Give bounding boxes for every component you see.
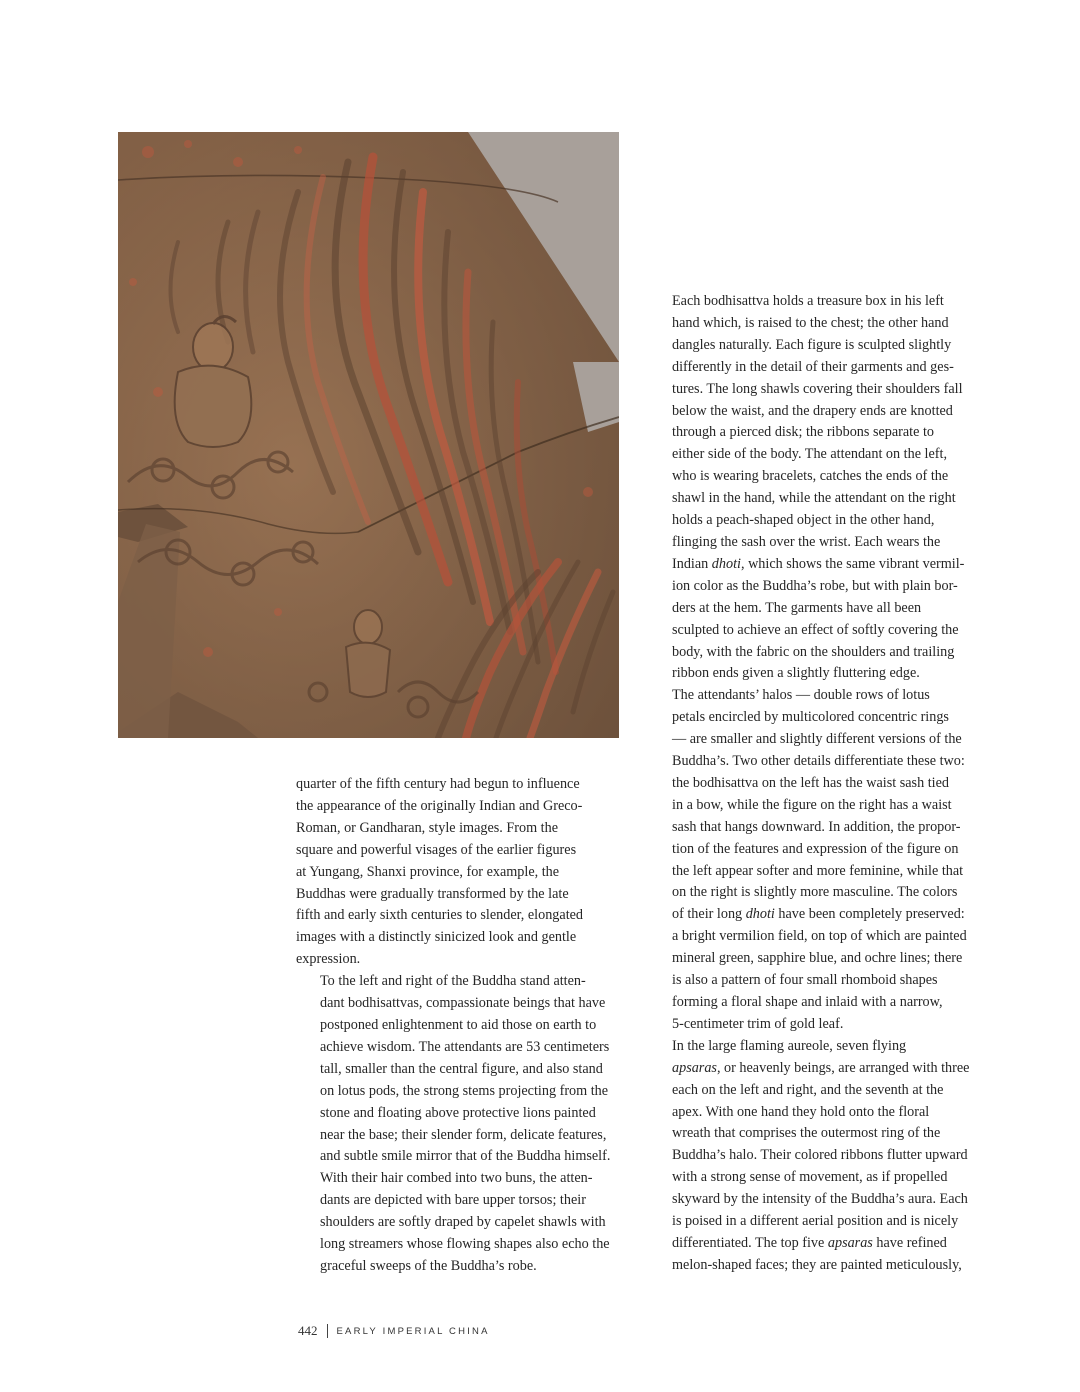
text-line: In the large flaming aureole, seven flying bbox=[672, 1037, 907, 1054]
text-line: wreath that comprises the outermost ring of the bbox=[672, 1125, 941, 1142]
page-number: 442 bbox=[298, 1323, 318, 1338]
text-line: expression. bbox=[296, 951, 361, 968]
text-line: To the left and right of the Buddha stand atten- bbox=[320, 973, 586, 990]
relief-image bbox=[118, 132, 619, 738]
text-line: — are smaller and slightly different versions of the bbox=[672, 731, 962, 748]
text-line: shoulders are softly draped by capelet shawls with bbox=[320, 1214, 606, 1231]
text-line: Indian dhoti, which shows the same vibrant vermil- bbox=[672, 555, 965, 572]
right-text-column bbox=[648, 291, 978, 1277]
text-line: hand which, is raised to the chest; the other hand bbox=[672, 314, 949, 331]
text-line: dants are depicted with bare upper torsos; their bbox=[320, 1192, 586, 1209]
text-line: tures. The long shawls covering their shoulders fall bbox=[672, 380, 963, 397]
text-line: the left appear softer and more feminine, while that bbox=[672, 862, 964, 879]
text-line: skyward by the intensity of the Buddha’s aura. Each bbox=[672, 1191, 968, 1208]
paragraph bbox=[648, 291, 978, 685]
text-line: mineral green, sapphire blue, and ochre lines; there bbox=[672, 950, 963, 967]
text-line: apex. With one hand they hold onto the floral bbox=[672, 1103, 930, 1120]
text-line: ion color as the Buddha’s robe, but with plain bor- bbox=[672, 577, 958, 594]
text-line: at Yungang, Shanxi province, for example, the bbox=[296, 863, 560, 880]
text-line: either side of the body. The attendant on the left, bbox=[672, 446, 947, 463]
text-line: and subtle smile mirror that of the Buddha himself. bbox=[320, 1148, 611, 1165]
text-line: fifth and early sixth centuries to slender, elongated bbox=[296, 907, 584, 924]
text-line: ribbon ends given a slightly fluttering edge. bbox=[672, 665, 920, 682]
text-line: the appearance of the originally Indian and Greco- bbox=[296, 797, 583, 814]
text-line: shawl in the hand, while the attendant on the right bbox=[672, 490, 956, 507]
page-footer bbox=[298, 1322, 490, 1340]
text-line: Buddha’s halo. Their colored ribbons flutter upward bbox=[672, 1147, 968, 1164]
text-line: Buddhas were gradually transformed by the late bbox=[296, 885, 569, 902]
text-line: The attendants’ halos — double rows of lotus bbox=[672, 687, 930, 704]
paragraph bbox=[648, 1036, 978, 1277]
text-line: images with a distinctly sinicized look and gentle bbox=[296, 929, 577, 946]
text-line: through a pierced disk; the ribbons separate to bbox=[672, 424, 934, 441]
text-line: apsaras, or heavenly beings, are arranged with three bbox=[672, 1059, 970, 1076]
text-line: Roman, or Gandharan, style images. From the bbox=[296, 819, 559, 836]
text-line: the bodhisattva on the left has the waist sash tied bbox=[672, 774, 949, 791]
text-line: graceful sweeps of the Buddha’s robe. bbox=[320, 1257, 537, 1274]
text-line: ders at the hem. The garments have all been bbox=[672, 599, 922, 616]
text-line: of their long dhoti have been completely preserved: bbox=[672, 906, 965, 923]
text-line: on the right is slightly more masculine. The colors bbox=[672, 884, 958, 901]
text-line: square and powerful visages of the earlier figures bbox=[296, 841, 577, 858]
left-text-column bbox=[296, 774, 620, 1278]
text-line: Each bodhisattva holds a treasure box in his left bbox=[672, 293, 944, 309]
text-line: forming a floral shape and inlaid with a narrow, bbox=[672, 994, 943, 1010]
text-line: is poised in a different aerial position and is nicely bbox=[672, 1213, 959, 1230]
text-line: below the waist, and the drapery ends are knotted bbox=[672, 402, 953, 419]
text-line: With their hair combed into two buns, the atten- bbox=[320, 1170, 593, 1187]
text-line: sculpted to achieve an effect of softly covering the bbox=[672, 621, 959, 638]
paragraph bbox=[296, 971, 620, 1278]
text-line: with a strong sense of movement, as if propelled bbox=[672, 1169, 948, 1186]
text-line: Buddha’s. Two other details differentiate these two: bbox=[672, 753, 965, 770]
running-head: EARLY IMPERIAL CHINA bbox=[336, 1325, 490, 1337]
text-line: on lotus pods, the strong stems projecting from the bbox=[320, 1082, 609, 1099]
text-line: sash that hangs downward. In addition, the propor- bbox=[672, 818, 961, 835]
text-line: 5-centimeter trim of gold leaf. bbox=[672, 1015, 844, 1032]
text-line: is also a pattern of four small rhomboid shapes bbox=[672, 972, 938, 989]
text-line: dangles naturally. Each figure is sculpted slightly bbox=[672, 336, 952, 353]
relief-photograph bbox=[118, 132, 619, 738]
text-line: tion of the features and expression of the figure on bbox=[672, 840, 959, 857]
text-line: body, with the fabric on the shoulders and trailing bbox=[672, 643, 955, 660]
paragraph bbox=[648, 685, 978, 1036]
text-line: postponed enlightenment to aid those on earth to bbox=[320, 1016, 597, 1033]
text-line: achieve wisdom. The attendants are 53 centimeters bbox=[320, 1038, 610, 1055]
text-line: petals encircled by multicolored concentric rings bbox=[672, 709, 949, 726]
text-line: near the base; their slender form, delicate features, bbox=[320, 1126, 607, 1143]
text-line: stone and floating above protective lions painted bbox=[320, 1104, 596, 1121]
footer-divider bbox=[327, 1324, 328, 1338]
text-line: a bright vermilion field, on top of which are painted bbox=[672, 928, 967, 945]
text-line: each on the left and right, and the seventh at the bbox=[672, 1081, 944, 1098]
text-line: melon-shaped faces; they are painted meticulously, bbox=[672, 1256, 962, 1273]
text-line: differently in the detail of their garments and ges- bbox=[672, 358, 954, 375]
paragraph bbox=[296, 774, 620, 971]
text-line: differentiated. The top five apsaras have refined bbox=[672, 1234, 947, 1251]
text-line: flinging the sash over the wrist. Each wears the bbox=[672, 533, 941, 550]
text-line: holds a peach-shaped object in the other hand, bbox=[672, 512, 935, 529]
text-line: in a bow, while the figure on the right has a waist bbox=[672, 796, 952, 813]
text-line: dant bodhisattvas, compassionate beings that have bbox=[320, 995, 606, 1012]
text-line: quarter of the fifth century had begun to influence bbox=[296, 776, 580, 792]
text-line: who is wearing bracelets, catches the ends of the bbox=[672, 468, 949, 485]
text-line: tall, smaller than the central figure, and also stand bbox=[320, 1060, 603, 1077]
text-line: long streamers whose flowing shapes also echo the bbox=[320, 1236, 610, 1253]
